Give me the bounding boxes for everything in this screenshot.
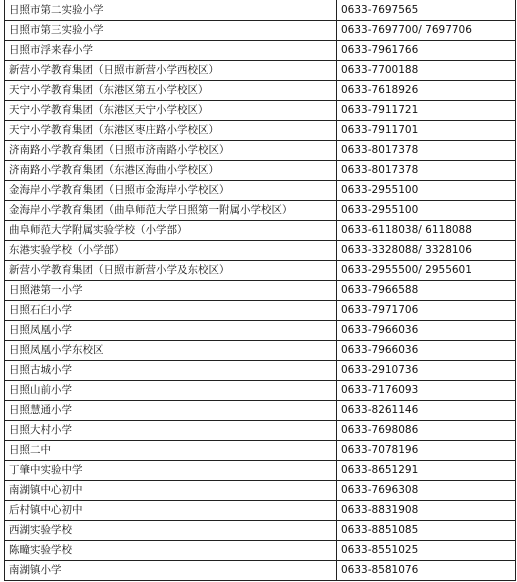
table-row (5, 120, 516, 140)
table-row (5, 460, 516, 480)
table-row (5, 140, 516, 160)
phone-number-cell: 0633-7618926 (337, 80, 516, 100)
table-row (5, 180, 516, 200)
phone-number-cell: 0633-8017378 (337, 160, 516, 180)
school-name-cell: 日照凤凰小学东校区 (5, 340, 337, 360)
table-row (5, 80, 516, 100)
table-row (5, 200, 516, 220)
school-name-cell: 日照二中 (5, 440, 337, 460)
phone-number-cell: 0633-2955500/ 2955601 (337, 260, 516, 280)
phone-number-cell: 0633-2910736 (337, 360, 516, 380)
school-name-cell: 日照山前小学 (5, 380, 337, 400)
phone-number-cell: 0633-2955100 (337, 180, 516, 200)
school-name-cell: 金海岸小学教育集团（曲阜师范大学日照第一附属小学校区） (5, 200, 337, 220)
table-row (5, 0, 516, 20)
table-row (5, 240, 516, 260)
school-name-cell: 日照市第二实验小学 (5, 0, 337, 20)
school-name-cell: 天宁小学教育集团（东港区天宁小学校区） (5, 100, 337, 120)
school-name-cell: 济南路小学教育集团（日照市济南路小学校区） (5, 140, 337, 160)
phone-number-cell: 0633-7966036 (337, 340, 516, 360)
phone-number-cell: 0633-8581076 (337, 560, 516, 580)
table-row (5, 320, 516, 340)
phone-number-cell: 0633-8831908 (337, 500, 516, 520)
school-name-cell: 新营小学教育集团（日照市新营小学西校区） (5, 60, 337, 80)
phone-number-cell: 0633-7911701 (337, 120, 516, 140)
table-row (5, 380, 516, 400)
school-name-cell: 丁肇中实验中学 (5, 460, 337, 480)
table-row (5, 420, 516, 440)
table-row (5, 500, 516, 520)
phone-number-cell: 0633-7966036 (337, 320, 516, 340)
phone-number-cell: 0633-7697700/ 7697706 (337, 20, 516, 40)
school-name-cell: 日照凤凰小学 (5, 320, 337, 340)
school-name-cell: 日照石臼小学 (5, 300, 337, 320)
table-row (5, 280, 516, 300)
school-contact-table (4, 0, 516, 581)
phone-number-cell: 0633-8261146 (337, 400, 516, 420)
phone-number-cell: 0633-7971706 (337, 300, 516, 320)
table-row (5, 60, 516, 80)
school-name-cell: 日照港第一小学 (5, 280, 337, 300)
school-name-cell: 日照市浮来春小学 (5, 40, 337, 60)
phone-number-cell: 0633-7696308 (337, 480, 516, 500)
phone-number-cell: 0633-7078196 (337, 440, 516, 460)
table-row (5, 400, 516, 420)
school-name-cell: 西湖实验学校 (5, 520, 337, 540)
table-row (5, 360, 516, 380)
table-row (5, 220, 516, 240)
phone-number-cell: 0633-8551025 (337, 540, 516, 560)
table-row (5, 560, 516, 580)
school-name-cell: 南湖镇小学 (5, 560, 337, 580)
phone-number-cell: 0633-8851085 (337, 520, 516, 540)
phone-number-cell: 0633-8017378 (337, 140, 516, 160)
school-contact-table-container (4, 0, 515, 581)
school-name-cell: 天宁小学教育集团（东港区第五小学校区） (5, 80, 337, 100)
phone-number-cell: 0633-3328088/ 3328106 (337, 240, 516, 260)
table-row (5, 40, 516, 60)
school-name-cell: 天宁小学教育集团（东港区枣庄路小学校区） (5, 120, 337, 140)
table-row (5, 160, 516, 180)
table-row (5, 260, 516, 280)
table-row (5, 480, 516, 500)
phone-number-cell: 0633-7176093 (337, 380, 516, 400)
phone-number-cell: 0633-7961766 (337, 40, 516, 60)
school-name-cell: 新营小学教育集团（日照市新营小学及东校区） (5, 260, 337, 280)
phone-number-cell: 0633-7697565 (337, 0, 516, 20)
phone-number-cell: 0633-7911721 (337, 100, 516, 120)
table-row (5, 300, 516, 320)
table-body (5, 0, 516, 580)
table-row (5, 540, 516, 560)
school-name-cell: 济南路小学教育集团（东港区海曲小学校区） (5, 160, 337, 180)
school-name-cell: 日照大村小学 (5, 420, 337, 440)
table-row (5, 340, 516, 360)
table-row (5, 520, 516, 540)
phone-number-cell: 0633-7700188 (337, 60, 516, 80)
school-name-cell: 陈疃实验学校 (5, 540, 337, 560)
school-name-cell: 日照市第三实验小学 (5, 20, 337, 40)
phone-number-cell: 0633-6118038/ 6118088 (337, 220, 516, 240)
school-name-cell: 曲阜师范大学附属实验学校（小学部） (5, 220, 337, 240)
table-row (5, 20, 516, 40)
phone-number-cell: 0633-2955100 (337, 200, 516, 220)
school-name-cell: 日照古城小学 (5, 360, 337, 380)
school-name-cell: 日照慧通小学 (5, 400, 337, 420)
school-name-cell: 南湖镇中心初中 (5, 480, 337, 500)
school-name-cell: 金海岸小学教育集团（日照市金海岸小学校区） (5, 180, 337, 200)
phone-number-cell: 0633-7966588 (337, 280, 516, 300)
table-row (5, 440, 516, 460)
phone-number-cell: 0633-7698086 (337, 420, 516, 440)
phone-number-cell: 0633-8651291 (337, 460, 516, 480)
school-name-cell: 后村镇中心初中 (5, 500, 337, 520)
school-name-cell: 东港实验学校（小学部） (5, 240, 337, 260)
table-row (5, 100, 516, 120)
